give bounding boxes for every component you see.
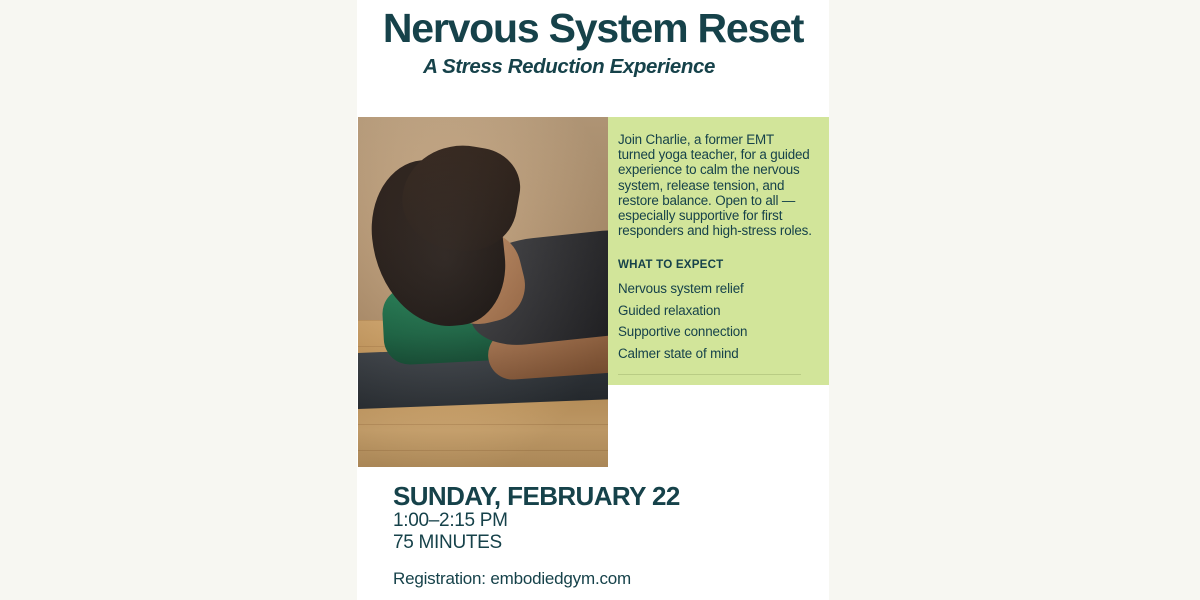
- poster-header: [357, 0, 829, 79]
- event-details: [393, 482, 813, 589]
- poster-canvas: [357, 0, 829, 600]
- description-text: Join Charlie, a former EMT turned yoga teacher, for a guided experience to calm the nervous system, release tension, and restore balance. Open to all — especially supportive for first responders and high-stress roles.: [618, 132, 812, 239]
- page-title: Nervous System Reset: [382, 5, 804, 51]
- registration-info: Registration: embodiedgym.com: [393, 568, 631, 588]
- event-duration: 75 MINUTES: [393, 532, 502, 554]
- list-item: Nervous system relief: [618, 281, 744, 297]
- poster-subtitle: A Stress Reduction Experience: [423, 55, 715, 79]
- what-to-expect-heading: WHAT TO EXPECT: [618, 258, 724, 272]
- photo-vignette: [358, 117, 608, 467]
- list-item: Calmer state of mind: [618, 345, 739, 361]
- event-time: 1:00–2:15 PM: [393, 510, 508, 532]
- list-item: Supportive connection: [618, 324, 748, 340]
- restorative-yoga-photo: [358, 117, 608, 467]
- event-date: SUNDAY, FEBRUARY 22: [393, 481, 680, 511]
- what-to-expect-list: [618, 278, 813, 364]
- media-row: [358, 117, 829, 467]
- divider: [618, 374, 801, 375]
- list-item: Guided relaxation: [618, 302, 721, 318]
- info-panel: [608, 117, 829, 385]
